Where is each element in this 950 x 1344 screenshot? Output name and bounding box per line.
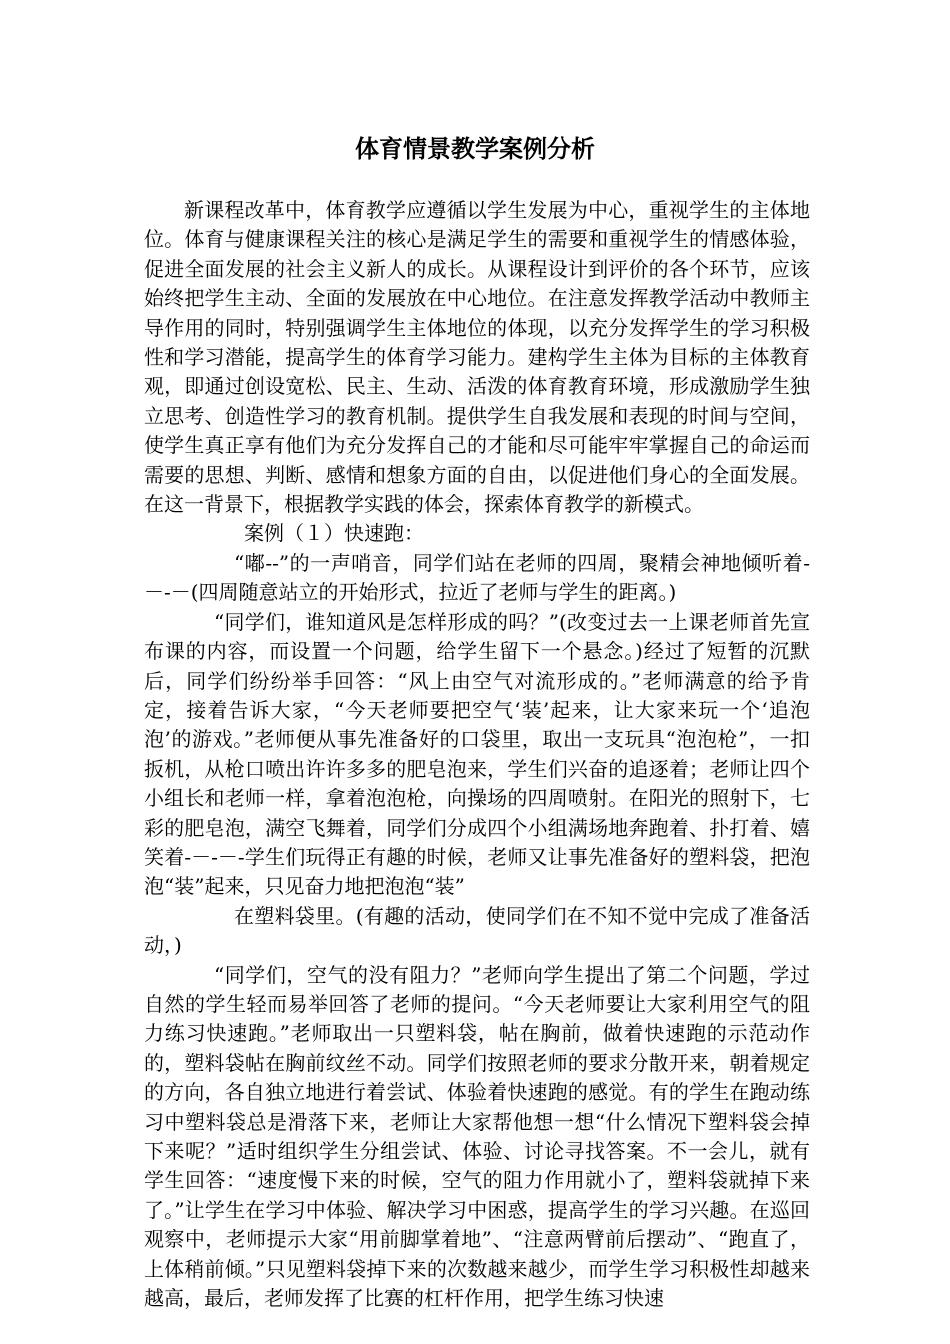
case-paragraph-whistle: “嘟--”的一声哨音，同学们站在老师的四周，聚精会神地倾听着-－-－(四周随意站立的开始形式，拉近了老师与学生的距离。): [144, 550, 810, 605]
case-paragraph-bag: 在塑料袋里。(有趣的活动，使同学们在不知不觉中完成了准备活动，): [144, 903, 810, 958]
case-paragraph-wind: “同学们，谁知道风是怎样形成的吗？”(改变过去一上课老师首先宣布课的内容，而设置一个问题，给学生留下一个悬念。)经过了短暂的沉默后，同学们纷纷举手回答：“风上由空气对流形成的。”老师满意的给予肯定，接着告诉大家，“今天老师要把空气‘装’起来，让大家来玩一个‘追泡泡’的游戏。”老师便从事先准备好的口袋里，取出一支玩具“泡泡枪”，一扣扳机，从枪口喷出许许多多的肥皂泡来，学生们兴奋的追逐着；老师让四个小组长和老师一样，拿着泡泡枪，向操场的四周喷射。在阳光的照射下，七彩的肥皂泡，满空飞舞着，同学们分成四个小组满场地奔跑着、扑打着、嬉笑着-－-－-学生们玩得正有趣的时候，老师又让事先准备好的塑料袋，把泡泡“装”起来，只见奋力地把泡泡“装”: [144, 609, 810, 899]
document-body: [144, 196, 810, 1313]
case-paragraph-resistance: “同学们，空气的没有阻力？”老师向学生提出了第二个问题，学过自然的学生轻而易举回答了老师的提问。“今天老师要让大家利用空气的阻力练习快速跑。”老师取出一只塑料袋，帖在胸前，做着快速跑的示范动作的，塑料袋帖在胸前纹丝不动。同学们按照老师的要求分散开来，朝着规定的方向，各自独立地进行着尝试、体验着快速跑的感觉。有的学生在跑动练习中塑料袋总是滑落下来，老师让大家帮他想一想“什么情况下塑料袋会掉下来呢？”适时组织学生分组尝试、体验、讨论寻找答案。不一会儿，就有学生回答：“速度慢下来的时候，空气的阻力作用就小了，塑料袋就掉下来了。”让学生在学习中体验、解决学习中困惑，提高学生的学习兴趣。在巡回观察中，老师提示大家“用前脚掌着地”、“注意两臂前后摆动”、“跑直了，上体稍前倾。”只见塑料袋掉下来的次数越来越少，而学生学习积极性却越来越高，最后，老师发挥了比赛的杠杆作用，把学生练习快速: [144, 962, 810, 1311]
intro-paragraph: 新课程改革中，体育教学应遵循以学生发展为中心，重视学生的主体地位。体育与健康课程关注的核心是满足学生的需要和重视学生的情感体验，促进全面发展的社会主义新人的成长。从课程设计到评价的各个环节，应该始终把学生主动、全面的发展放在中心地位。在注意发挥教学活动中教师主导作用的同时，特别强调学生主体地位的体现，以充分发挥学生的学习积极性和学习潜能，提高学生的体育学习能力。建构学生主体为目标的主体教育观，即通过创设宽松、民主、生动、活泼的体育教育环境，形成激励学生独立思考、创造性学习的教育机制。提供学生自我发展和表现的时间与空间，使学生真正享有他们为充分发挥自己的才能和尽可能牢牢掌握自己的命运而需要的思想、判断、感情和想象方面的自由，以促进他们身心的全面发展。在这一背景下，根据教学实践的体会，探索体育教学的新模式。: [144, 198, 810, 517]
case-heading: 案例（１）快速跑：: [244, 521, 424, 546]
document-title: 体育情景教学案例分析: [355, 135, 595, 163]
